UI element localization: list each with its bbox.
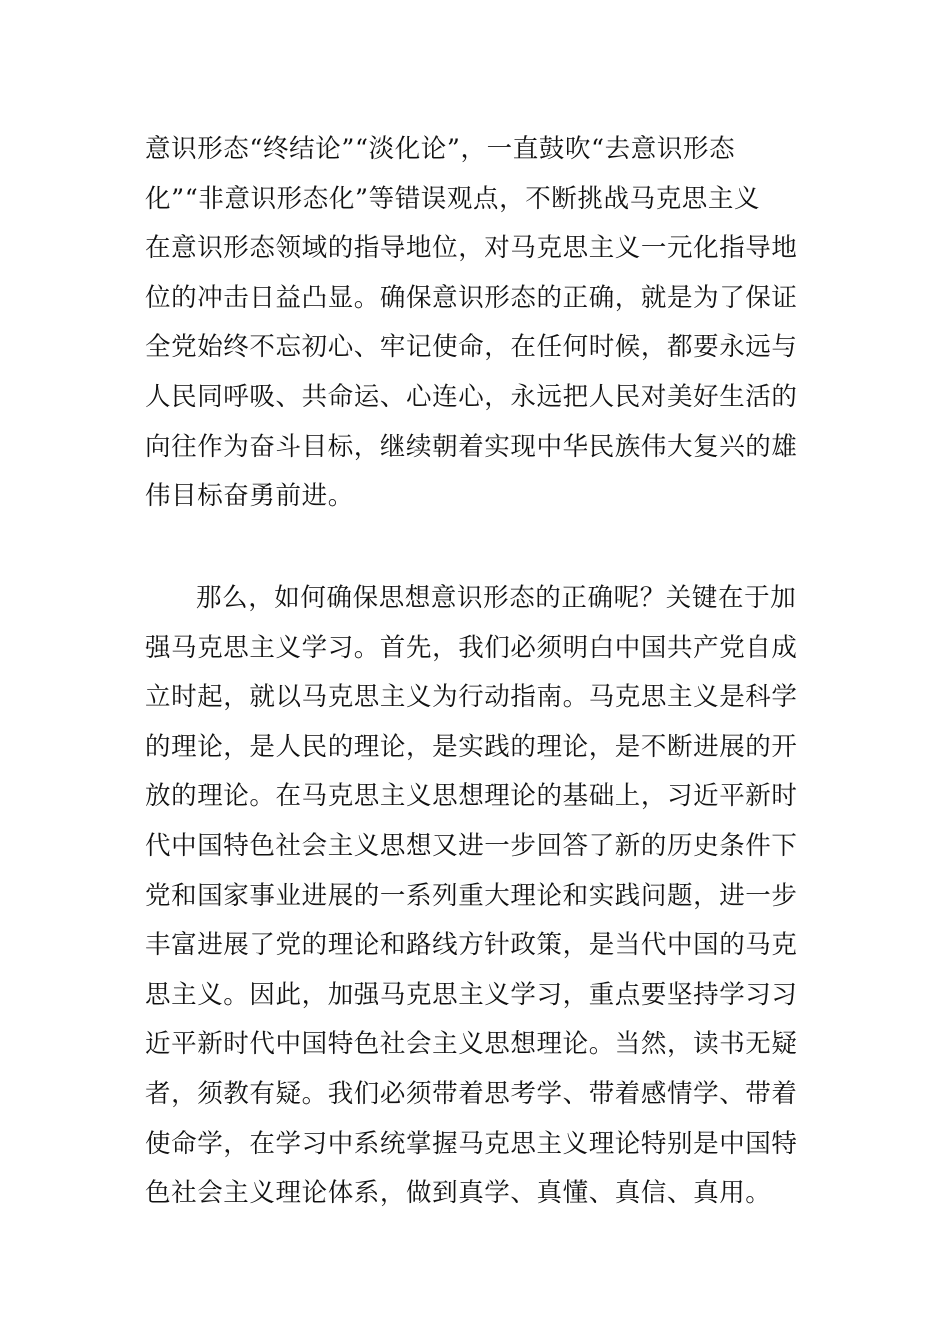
- text-line: 伟目标奋勇前进。: [145, 481, 354, 512]
- text-line: 代中国特色社会主义思想又进一步回答了新的历史条件下: [145, 830, 798, 861]
- text-line: 近平新时代中国特色社会主义思想理论。当然，读书无疑: [145, 1029, 798, 1060]
- text-line: 人民同呼吸、共命运、心连心，永远把人民对美好生活的: [145, 381, 798, 412]
- text-line: 丰富进展了党的理论和路线方针政策，是当代中国的马克: [145, 930, 798, 961]
- text-line: 色社会主义理论体系，做到真学、真懂、真信、真用。: [145, 1178, 772, 1209]
- text-line: 强马克思主义学习。首先，我们必须明白中国共产党自成: [145, 632, 798, 663]
- text-line: 化”“非意识形态化”等错误观点，不断挑战马克思主义: [145, 183, 761, 214]
- paragraph-2: [145, 574, 810, 1219]
- text-line: 者，须教有疑。我们必须带着思考学、带着感情学、带着: [145, 1078, 798, 1109]
- text-line: 思主义。因此，加强马克思主义学习，重点要坚持学习习: [145, 979, 798, 1010]
- text-line: 使命学，在学习中系统掌握马克思主义理论特别是中国特: [145, 1128, 798, 1159]
- text-line: 放的理论。在马克思主义思想理论的基础上，习近平新时: [145, 781, 798, 812]
- text-line: 意识形态“终结论”“淡化论”，一直鼓吹“去意识形态: [145, 134, 736, 164]
- text-line-indented: 那么，如何确保思想意识形态的正确呢？关键在于加: [196, 583, 797, 613]
- text-line: 立时起，就以马克思主义为行动指南。马克思主义是科学: [145, 682, 798, 713]
- text-line: 党和国家事业进展的一系列重大理论和实践问题，进一步: [145, 880, 798, 911]
- text-line: 全党始终不忘初心、牢记使命，在任何时候，都要永远与: [145, 332, 798, 363]
- paragraph-1: [145, 125, 810, 522]
- text-line: 位的冲击日益凸显。确保意识形态的正确，就是为了保证: [145, 282, 798, 313]
- text-line: 在意识形态领域的指导地位，对马克思主义一元化指导地: [145, 233, 798, 264]
- text-line: 向往作为奋斗目标，继续朝着实现中华民族伟大复兴的雄: [145, 431, 798, 462]
- text-line: 的理论，是人民的理论，是实践的理论，是不断进展的开: [145, 731, 798, 762]
